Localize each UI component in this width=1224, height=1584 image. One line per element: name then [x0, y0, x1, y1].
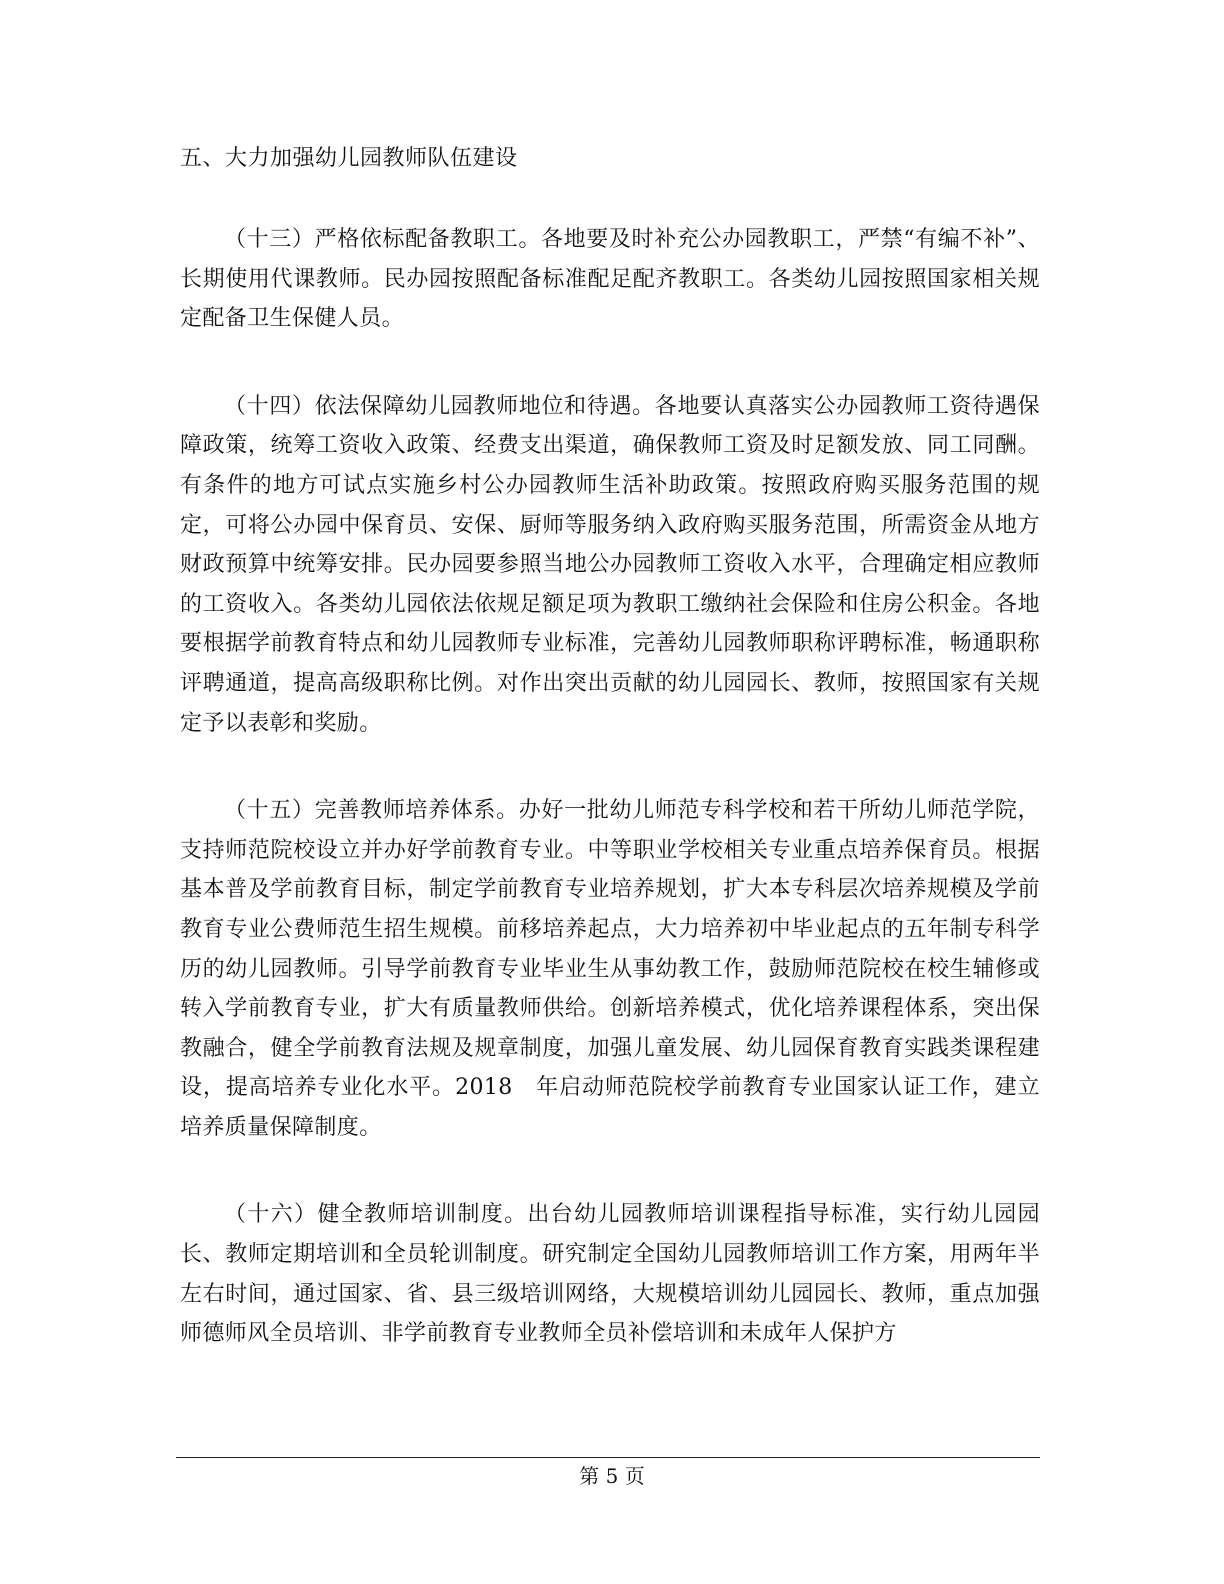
paragraph-13: （十三）严格依标配备教职工。各地要及时补充公办园教职工，严禁“有编不补”、长期使用代课教师。民办园按照配备标准配足配齐教职工。各类幼儿园按照国家相关规定配备卫生保健人员。	[180, 227, 1040, 332]
page-body	[180, 140, 1040, 1402]
section-heading: 五、大力加强幼儿园教师队伍建设	[180, 146, 518, 171]
footer-divider	[176, 1457, 1040, 1458]
page-number: 第 5 页	[579, 1464, 645, 1488]
paragraph-15: （十五）完善教师培养体系。办好一批幼儿师范专科学校和若干所幼儿师范学院，支持师范院校设立并办好学前教育专业。中等职业学校相关专业重点培养保育员。根据基本普及学前教育目标，制定学前教育专业培养规划，扩大本专科层次培养规模及学前教育专业公费师范生招生规模。前移培养起点，大力培养初中毕业起点的五年制专科学历的幼儿园教师。引导学前教育专业毕业生从事幼教工作，鼓励师范院校在校生辅修或转入学前教育专业，扩大有质量教师供给。创新培养模式，优化培养课程体系，突出保教融合，健全学前教育法规及规章制度，加强儿童发展、幼儿园保育教育实践类课程建设，提高培养专业化水平。2018 年启动师范院校学前教育专业国家认证工作，建立培养质量保障制度。	[180, 798, 1040, 1140]
paragraph-16: （十六）健全教师培训制度。出台幼儿园教师培训课程指导标准，实行幼儿园园长、教师定期培训和全员轮训制度。研究制定全国幼儿园教师培训工作方案，用两年半左右时间，通过国家、省、县三级培训网络，大规模培训幼儿园园长、教师，重点加强师德师风全员培训、非学前教育专业教师全员补偿培训和未成年人保护方	[180, 1202, 1040, 1347]
paragraph-14: （十四）依法保障幼儿园教师地位和待遇。各地要认真落实公办园教师工资待遇保障政策，统筹工资收入政策、经费支出渠道，确保教师工资及时足额发放、同工同酬。有条件的地方可试点实施乡村公办园教师生活补助政策。按照政府购买服务范围的规定，可将公办园中保育员、安保、厨师等服务纳入政府购买服务范围，所需资金从地方财政预算中统筹安排。民办园要参照当地公办园教师工资收入水平，合理确定相应教师的工资收入。各类幼儿园依法依规足额足项为教职工缴纳社会保险和住房公积金。各地要根据学前教育特点和幼儿园教师专业标准，完善幼儿园教师职称评聘标准，畅通职称评聘通道，提高高级职称比例。对作出突出贡献的幼儿园园长、教师，按照国家有关规定予以表彰和奖励。	[180, 393, 1040, 736]
